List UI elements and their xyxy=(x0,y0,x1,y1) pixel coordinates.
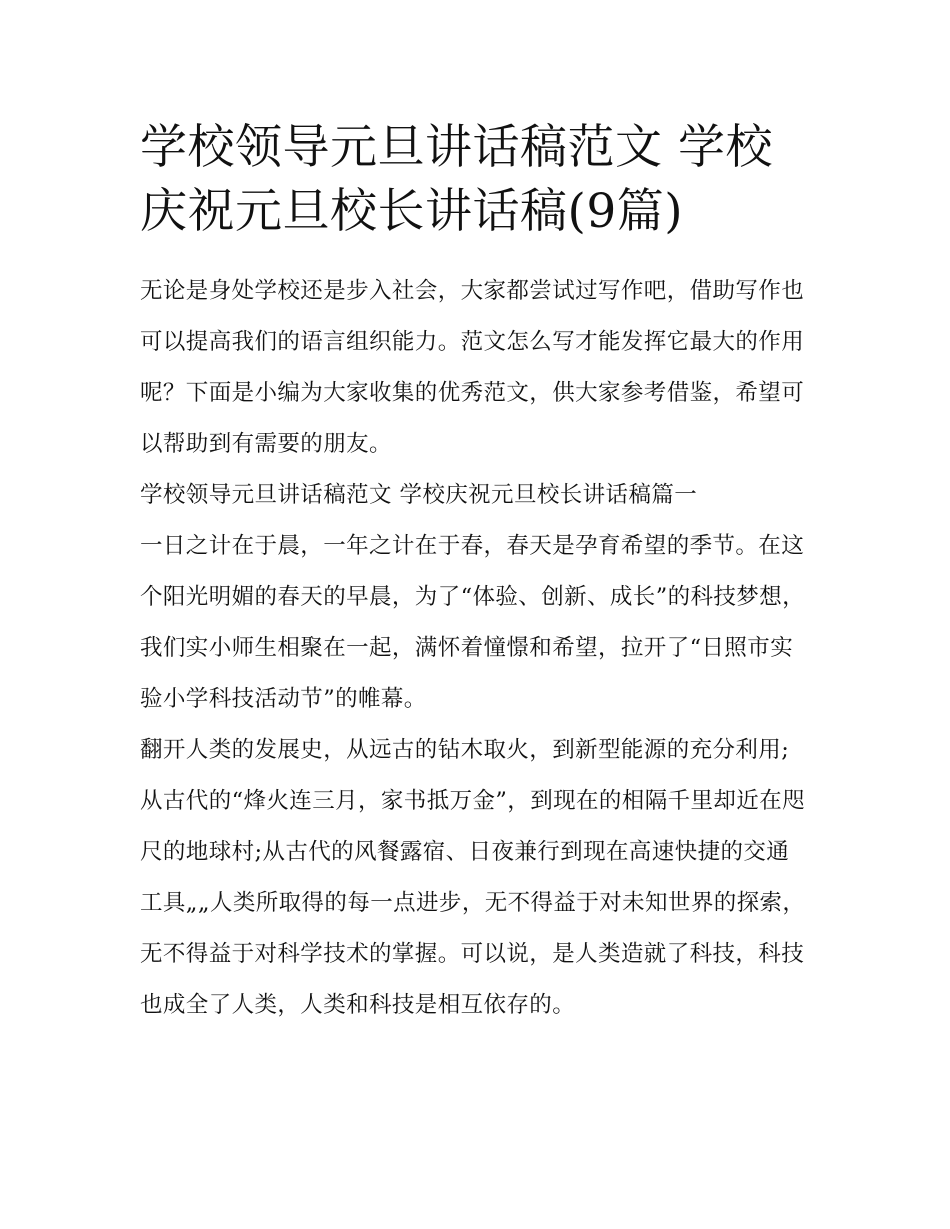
body-paragraph-1: 一日之计在于晨，一年之计在于春，春天是孕育希望的季节。在这个阳光明媚的春天的早晨，为了“体验、创新、成长”的科技梦想，我们实小师生相聚在一起，满怀着憧憬和希望，拉开了“日照市实验小学科技活动节”的帷幕。 xyxy=(140,533,806,712)
document-body xyxy=(140,116,812,1031)
intro-paragraph: 无论是身处学校还是步入社会，大家都尝试过写作吧，借助写作也可以提高我们的语言组织能力。范文怎么写才能发挥它最大的作用呢？下面是小编为大家收集的优秀范文，供大家参考借鉴，希望可以帮助到有需要的朋友。 xyxy=(140,278,805,457)
body-paragraph-2: 翻开人类的发展史，从远古的钻木取火，到新型能源的充分利用;从古代的“烽火连三月，家书抵万金”，到现在的相隔千里却近在咫尺的地球村;从古代的风餐露宿、日夜兼行到现在高速快捷的交通工具„„人类所取得的每一点进步，无不得益于对未知世界的探索，无不得益于对科学技术的掌握。可以说，是人类造就了科技，科技也成全了人类，人类和科技是相互依存的。 xyxy=(140,737,806,1018)
section-heading: 学校领导元旦讲话稿范文 学校庆祝元旦校长讲话稿篇一 xyxy=(140,482,698,508)
document-title: 学校领导元旦讲话稿范文 学校庆祝元旦校长讲话稿(9篇) xyxy=(140,120,773,239)
